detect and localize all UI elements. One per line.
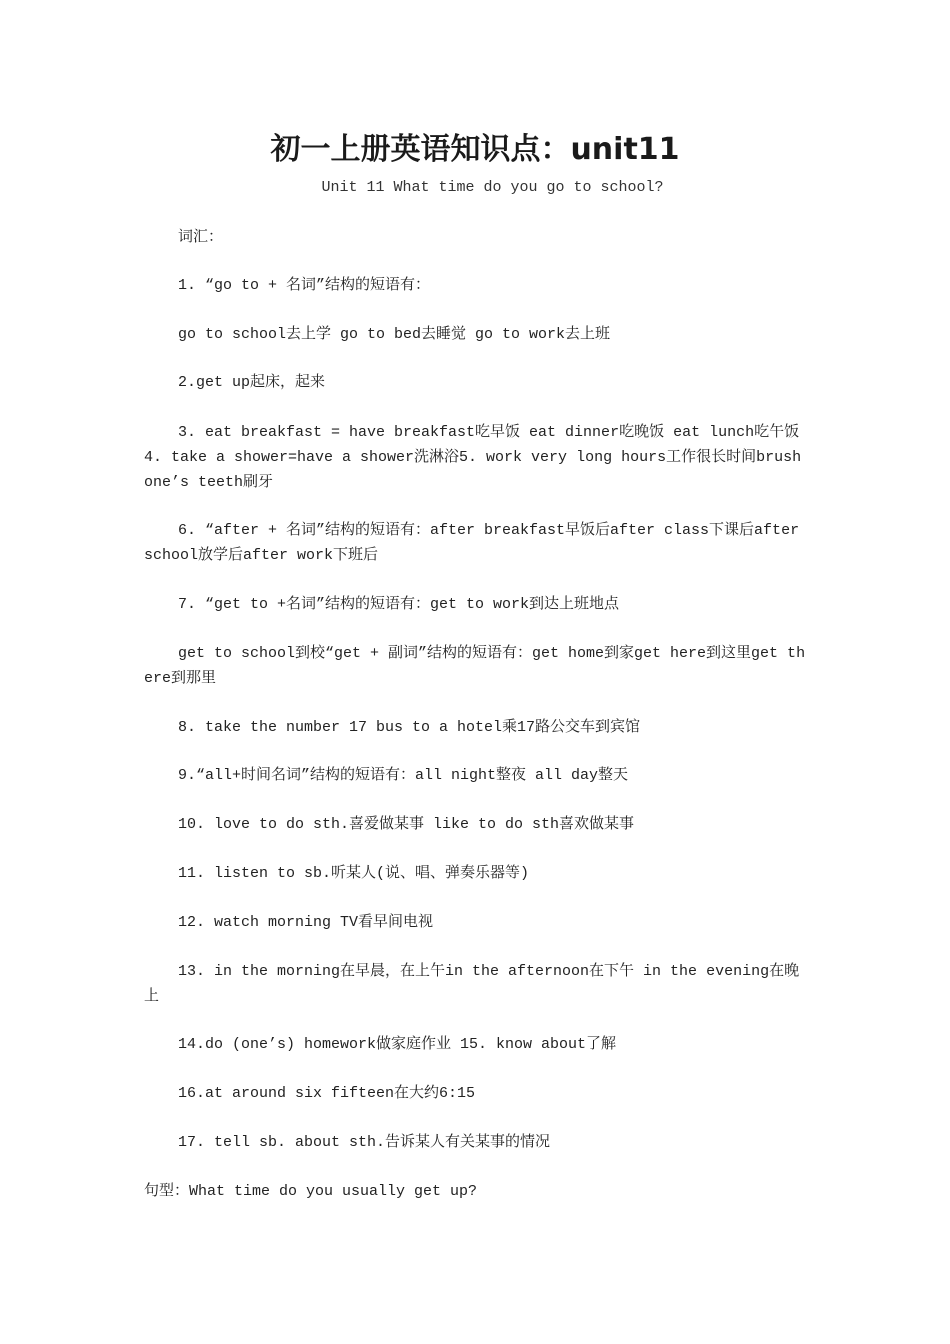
paragraph-8: 8. take the number 17 bus to a hotel乘17路公交车到宾馆 [178, 719, 641, 736]
vocabulary-heading: 词汇： [178, 229, 224, 246]
paragraph-9: 9.“all+时间名词”结构的短语有：all night整夜 all day整天 [178, 767, 629, 784]
paragraph-11: 11. listen to sb.听某人(说、唱、弹奏乐器等) [178, 865, 530, 882]
document-subtitle: Unit 11 What time do you go to school? [321, 179, 664, 196]
paragraph-16: 17. tell sb. about sth.告诉某人有关某事的情况 [178, 1134, 551, 1151]
paragraph-12: 12. watch morning TV看早间电视 [178, 914, 434, 931]
paragraph-1: 1. “go to + 名词”结构的短语有： [178, 277, 431, 294]
paragraph-13: 13. in the morning在早晨，在上午in the afternoon在下午 in the evening在晚上 [144, 963, 800, 1005]
paragraph-3: 2.get up起床，起来 [178, 374, 326, 391]
paragraph-2: go to school去上学 go to bed去睡觉 go to work去上班 [178, 326, 611, 343]
sentence-pattern-line: 句型：What time do you usually get up? [144, 1183, 478, 1200]
paragraph-14: 14.do (one’s) homework做家庭作业 15. know about了解 [178, 1036, 617, 1053]
paragraph-10: 10. love to do sth.喜爱做某事 like to do sth喜欢做某事 [178, 816, 635, 833]
paragraph-7: get to school到校“get + 副词”结构的短语有：get home到家get here到这里get there到那里 [144, 645, 806, 687]
paragraph-6: 7. “get to +名词”结构的短语有：get to work到达上班地点 [178, 596, 620, 613]
paragraph-5: 6. “after + 名词”结构的短语有：after breakfast早饭后after class下课后after school放学后after work下班后 [144, 522, 800, 564]
paragraph-4: 3. eat breakfast = have breakfast吃早饭 eat dinner吃晚饭 eat lunch吃午饭 4. take a shower=have a shower洗淋浴5. work very long hours工作很长时间brush one’s teeth刷牙 [144, 424, 802, 491]
document-title: 初一上册英语知识点：unit11 [270, 132, 680, 167]
paragraph-15: 16.at around six fifteen在大约6:15 [178, 1085, 476, 1102]
